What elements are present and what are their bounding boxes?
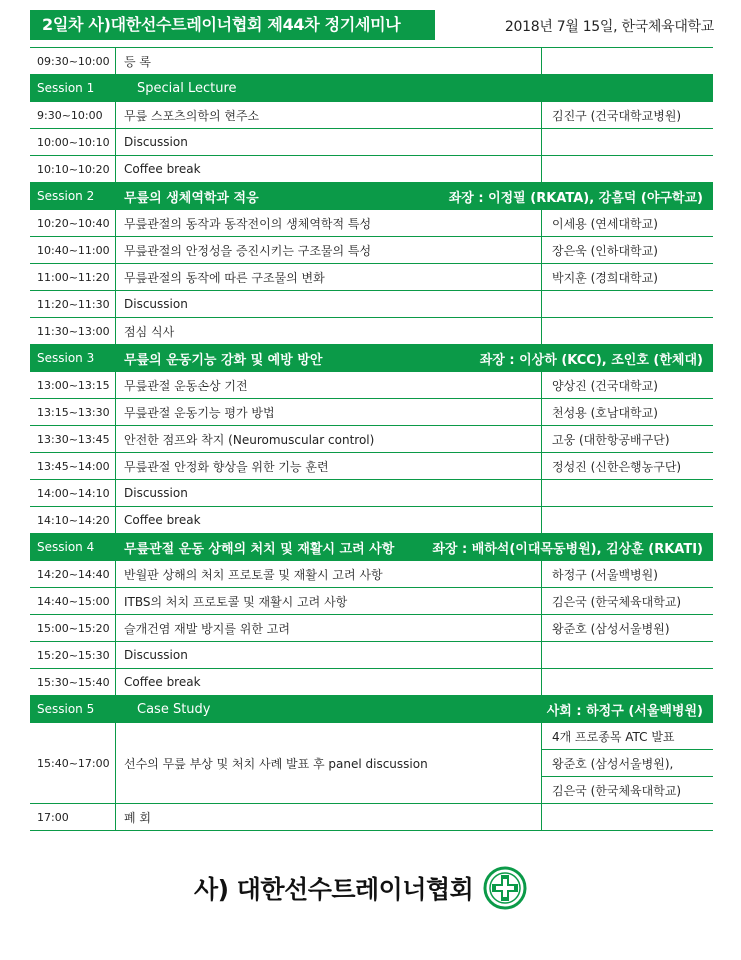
speaker-line: 4개 프로종목 ATC 발표: [542, 723, 713, 750]
time-cell: 15:00~15:20: [30, 615, 116, 641]
speaker-cell: [542, 642, 713, 668]
topic-cell: Discussion: [116, 480, 542, 506]
table-row: [30, 642, 713, 669]
session-chair: 좌장 : 이상하 (KCC), 조인호 (한체대): [479, 352, 703, 368]
table-row: [30, 129, 713, 156]
session-title: Special Lecture: [137, 80, 237, 96]
topic-cell: 무릎관절의 안정성을 증진시키는 구조물의 특성: [116, 237, 542, 263]
topic-cell: Discussion: [116, 642, 542, 668]
speaker-cell: [542, 723, 713, 803]
time-cell: 15:30~15:40: [30, 669, 116, 695]
speaker-cell: [542, 291, 713, 317]
topic-cell: Coffee break: [116, 156, 542, 182]
session-title: 무릎관절 운동 상해의 처치 및 재활시 고려 사항: [124, 541, 395, 557]
speaker-cell: [542, 669, 713, 695]
table-row: [30, 669, 713, 696]
time-cell: 10:20~10:40: [30, 210, 116, 236]
session-label: Session 4: [37, 540, 95, 554]
session-title: 무릎의 운동기능 강화 및 예방 방안: [124, 352, 323, 368]
table-row: [30, 264, 713, 291]
table-row: [30, 237, 713, 264]
table-row: [30, 507, 713, 534]
time-cell: 17:00: [30, 804, 116, 830]
topic-cell: 반월판 상해의 처치 프로토콜 및 재활시 고려 사항: [116, 561, 542, 587]
time-cell: 13:45~14:00: [30, 453, 116, 479]
organization-name: 사) 대한선수트레이너협회: [194, 875, 474, 904]
table-row: [30, 561, 713, 588]
topic-cell: 등 록: [116, 48, 542, 74]
time-cell: 13:30~13:45: [30, 426, 116, 452]
speaker-cell: 양상진 (건국대학교): [552, 378, 658, 393]
topic-cell: Coffee break: [116, 507, 542, 533]
table-row: [30, 480, 713, 507]
session-label: Session 5: [37, 702, 95, 716]
table-row: [30, 615, 713, 642]
seminar-title: 2일차 사)대한선수트레이너협회 제44차 정기세미나: [30, 10, 435, 40]
session-chair: 사회 : 하정구 (서울백병원): [546, 703, 703, 719]
time-cell: 10:40~11:00: [30, 237, 116, 263]
topic-cell: Discussion: [116, 129, 542, 155]
topic-cell: 폐 회: [116, 804, 542, 830]
time-cell: 10:10~10:20: [30, 156, 116, 182]
topic-cell: 무릎관절의 동작과 동작전이의 생체역학적 특성: [116, 210, 542, 236]
footer: [194, 866, 527, 910]
speaker-cell: [542, 318, 713, 344]
session-chair: 좌장 : 배하석(이대목동병원), 김상훈 (RKATI): [432, 541, 703, 557]
speaker-cell: 이세용 (연세대학교): [552, 216, 658, 231]
topic-cell: Discussion: [116, 291, 542, 317]
speaker-cell: 왕준호 (삼성서울병원): [552, 621, 670, 636]
table-row: [30, 48, 713, 75]
time-cell: 10:00~10:10: [30, 129, 116, 155]
topic-cell: ITBS의 처치 프로토콜 및 재활시 고려 사항: [116, 588, 542, 614]
table-row: [30, 399, 713, 426]
table-row: [30, 588, 713, 615]
session-header: [30, 345, 713, 372]
seminar-date: 2018년 7월 15일, 한국체육대학교: [504, 19, 714, 35]
time-cell: 14:10~14:20: [30, 507, 116, 533]
session-header: [30, 75, 713, 102]
speaker-cell: 하정구 (서울백병원): [552, 567, 658, 582]
session-header: [30, 534, 713, 561]
table-row: [30, 291, 713, 318]
time-cell: 11:00~11:20: [30, 264, 116, 290]
table-row: [30, 372, 713, 399]
session-title: Case Study: [137, 701, 211, 717]
topic-cell: 무릎 스포츠의학의 현주소: [116, 102, 542, 128]
topic-cell: 안전한 점프와 착지 (Neuromuscular control): [116, 426, 542, 452]
time-cell: 13:15~13:30: [30, 399, 116, 425]
topic-cell: Coffee break: [116, 669, 542, 695]
time-cell: 15:40~17:00: [30, 723, 116, 803]
time-cell: 14:40~15:00: [30, 588, 116, 614]
session-header: [30, 696, 713, 723]
speaker-cell: [542, 480, 713, 506]
speaker-cell: [542, 156, 713, 182]
session-label: Session 3: [37, 351, 95, 365]
time-cell: 14:20~14:40: [30, 561, 116, 587]
session-header: [30, 183, 713, 210]
schedule-table: [30, 47, 713, 831]
speaker-cell: 장은욱 (인하대학교): [552, 243, 658, 258]
speaker-cell: 천성용 (호남대학교): [552, 405, 658, 420]
time-cell: 13:00~13:15: [30, 372, 116, 398]
speaker-cell: 김진구 (건국대학교병원): [552, 108, 682, 123]
time-cell: 11:20~11:30: [30, 291, 116, 317]
table-row: [30, 210, 713, 237]
table-row: [30, 453, 713, 480]
speaker-line: 김은국 (한국체육대학교): [552, 783, 682, 798]
speaker-cell: [542, 129, 713, 155]
speaker-cell: [542, 804, 713, 830]
time-cell: 11:30~13:00: [30, 318, 116, 344]
table-row: [30, 723, 713, 804]
time-cell: 09:30~10:00: [30, 48, 116, 74]
topic-cell: 무릎관절 운동손상 기전: [116, 372, 542, 398]
speaker-cell: [542, 48, 713, 74]
table-row: [30, 318, 713, 345]
session-label: Session 1: [37, 81, 95, 95]
speaker-cell: 박지훈 (경희대학교): [552, 270, 658, 285]
speaker-cell: 고웅 (대한항공배구단): [552, 432, 670, 447]
topic-cell: 무릎관절 안정화 향상을 위한 기능 훈련: [116, 453, 542, 479]
speaker-line: 왕준호 (삼성서울병원),: [542, 750, 713, 777]
table-row: [30, 156, 713, 183]
topic-cell: 점심 식사: [116, 318, 542, 344]
time-cell: 14:00~14:10: [30, 480, 116, 506]
speaker-cell: 김은국 (한국체육대학교): [552, 594, 682, 609]
topic-cell: 무릎관절 운동기능 평가 방법: [116, 399, 542, 425]
topic-cell: 선수의 무릎 부상 및 처치 사례 발표 후 panel discussion: [116, 723, 542, 803]
association-emblem-icon: [483, 866, 527, 910]
table-row: [30, 426, 713, 453]
topic-cell: 무릎관절의 동작에 따른 구조물의 변화: [116, 264, 542, 290]
topic-cell: 슬개건염 재발 방지를 위한 고려: [116, 615, 542, 641]
time-cell: 15:20~15:30: [30, 642, 116, 668]
table-row: [30, 102, 713, 129]
time-cell: 9:30~10:00: [30, 102, 116, 128]
table-row: [30, 804, 713, 831]
session-chair: 좌장 : 이정필 (RKATA), 강흠덕 (야구학교): [448, 190, 703, 206]
session-title: 무릎의 생체역학과 적응: [124, 190, 259, 206]
session-label: Session 2: [37, 189, 95, 203]
speaker-cell: 정성진 (신한은행농구단): [552, 459, 682, 474]
speaker-cell: [542, 507, 713, 533]
